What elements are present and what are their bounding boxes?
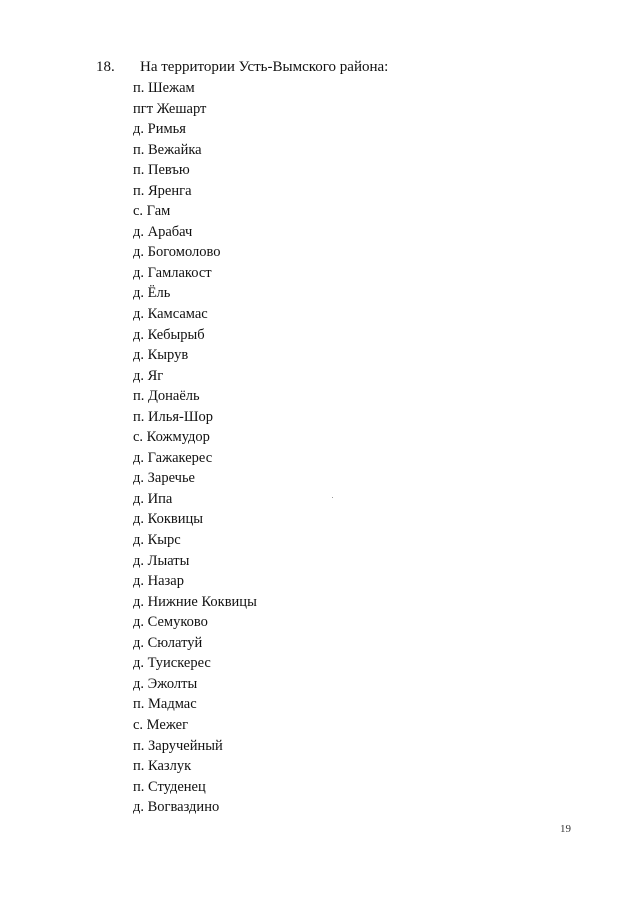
settlement-item: п. Певъю	[133, 162, 190, 179]
settlement-item: д. Арабач	[133, 223, 193, 240]
settlement-item: д. Гажакерес	[133, 449, 213, 466]
settlement-item: п. Студенец	[133, 778, 206, 795]
settlement-item: с. Гам	[133, 203, 171, 220]
settlement-item: д. Богомолово	[133, 244, 221, 261]
settlement-item: д. Заречье	[133, 470, 195, 487]
settlement-item: д. Назар	[133, 573, 184, 590]
settlement-list	[133, 78, 257, 818]
settlement-item: д. Семуково	[133, 614, 208, 631]
section-number: 18.	[96, 59, 115, 75]
settlement-item: д. Вогваздино	[133, 799, 220, 816]
settlement-item: п. Яренга	[133, 182, 192, 199]
settlement-item: д. Кырув	[133, 347, 189, 364]
settlement-item: д. Римья	[133, 121, 186, 138]
settlement-item: д. Яг	[133, 367, 164, 384]
settlement-item: п. Заручейный	[133, 737, 223, 754]
settlement-item: п. Шежам	[133, 80, 195, 96]
settlement-item: п. Мадмас	[133, 696, 197, 713]
section-heading: На территории Усть-Вымского района:	[140, 59, 389, 75]
settlement-item: с. Кожмудор	[133, 429, 210, 446]
settlement-item: д. Нижние Коквицы	[133, 593, 257, 610]
settlement-item: д. Ипа	[133, 490, 173, 507]
settlement-item: д. Гамлакост	[133, 264, 212, 281]
settlement-item: д. Коквицы	[133, 511, 203, 528]
settlement-item: д. Камсамас	[133, 306, 208, 323]
settlement-item: п. Казлук	[133, 758, 192, 775]
settlement-item: д. Туискерес	[133, 655, 211, 672]
page-number: 19	[560, 823, 571, 835]
settlement-item: д. Кебырыб	[133, 326, 205, 343]
settlement-item: п. Илья-Шор	[133, 408, 213, 425]
settlement-item: д. Лыаты	[133, 552, 190, 569]
settlement-item: пгт Жешарт	[133, 100, 207, 117]
scan-speck	[332, 497, 333, 498]
settlement-item: с. Межег	[133, 716, 189, 733]
settlement-item: д. Кырс	[133, 532, 181, 549]
settlement-item: д. Сюлатуй	[133, 634, 203, 651]
settlement-item: д. Эжолты	[133, 675, 198, 692]
settlement-item: п. Донаёль	[133, 388, 200, 405]
settlement-item: д. Ёль	[133, 285, 171, 302]
settlement-item: п. Вежайка	[133, 141, 202, 158]
